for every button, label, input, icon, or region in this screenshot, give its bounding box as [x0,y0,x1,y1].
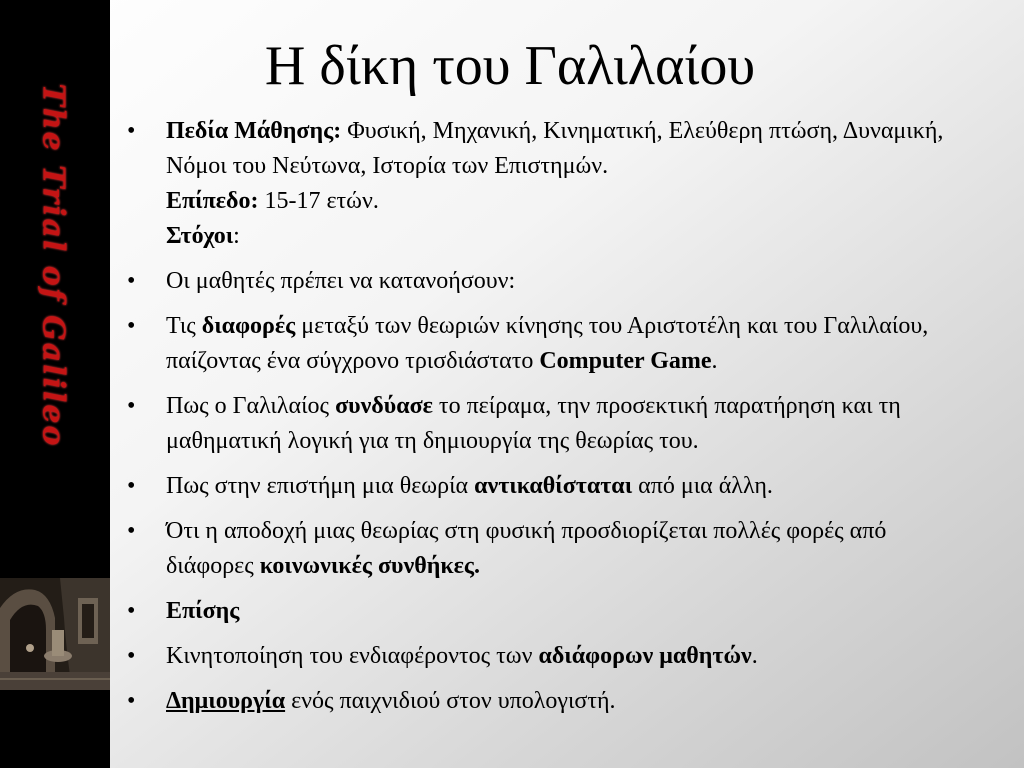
list-item-differences [125,309,965,379]
item-text-pre: Πως στην επιστήμη μια θεωρία [166,473,475,499]
bullet-icon: • [127,473,136,499]
page-title: Η δίκη του Γαλιλαίου [264,35,756,97]
goals-suffix: : [233,223,240,249]
item-text-pre: Τις [166,313,202,339]
bullet-icon: • [127,598,136,624]
list-item-social-conditions [125,514,965,584]
item-bold-differences: διαφορές [201,313,296,339]
bullet-icon: • [127,643,136,669]
sidebar-title-text: The Trial of Galileo [35,83,71,447]
list-item-students-understand [125,264,965,299]
fields-label: Πεδία Μάθησης: [166,118,342,144]
item-bold: αδιάφορων μαθητών [538,643,752,669]
item-text-mid: μεταξύ των θεωριών κίνησης του Αριστοτέλη και του Γαλιλαίου, παίζοντας ένα σύγχρονο τρισδιάστατο [166,313,929,374]
item-text-post: το πείραμα, την προσεκτική παρατήρηση και τη μαθηματική λογική για τη δημιουργία της θεωρίας του. [166,393,901,454]
sidebar [0,0,110,768]
list-item-fields [125,114,965,254]
item-bold: αντικαθίσταται [474,473,633,499]
level-text: 15-17 ετών. [258,188,379,214]
bullet-icon: • [127,313,136,339]
bullet-icon: • [127,518,136,544]
list-item-galileo-combined [125,389,965,459]
item-text-post: από μια άλλη. [632,473,773,499]
item-text: Οι μαθητές πρέπει να κατανοήσουν: [166,268,516,294]
level-label: Επίπεδο: [166,188,259,214]
game-scene-illustration [0,578,110,690]
item-text-pre: Κινητοποίηση του ενδιαφέροντος των [166,643,539,669]
bullet-icon: • [127,688,136,714]
list-item-theory-replaced [125,469,965,504]
item-text-post: ενός παιχνιδιού στον υπολογιστή. [285,688,616,714]
item-bold: Επίσης [166,598,240,624]
list-item-creation [125,684,965,719]
fields-text: Φυσική, Μηχανική, Κινηματική, Ελεύθερη πτώση, Δυναμική, Νόμοι του Νεύτωνα, Ιστορία των Επιστημών. [166,118,944,179]
bullet-list [125,114,965,729]
bullet-icon: • [127,393,136,419]
goals-label: Στόχοι [166,223,234,249]
item-text-post: . [751,643,758,669]
item-bold: κοινωνικές συνθήκες. [259,553,481,579]
list-item-also [125,594,965,629]
game-screenshot-image [0,578,110,690]
list-item-motivation [125,639,965,674]
item-bold: συνδύασε [335,393,433,419]
bullet-icon: • [127,268,136,294]
sidebar-vertical-title [8,40,98,490]
item-bold-underlined: Δημιουργία [166,688,286,714]
item-text-pre: Ότι η αποδοχή μιας θεωρίας στη φυσική προσδιορίζεται πολλές φορές από διάφορες [166,518,887,579]
item-text-post: . [711,348,718,374]
item-bold-computer-game: Computer Game [539,348,712,374]
bullet-icon: • [127,118,136,144]
item-text-pre: Πως ο Γαλιλαίος [166,393,336,419]
